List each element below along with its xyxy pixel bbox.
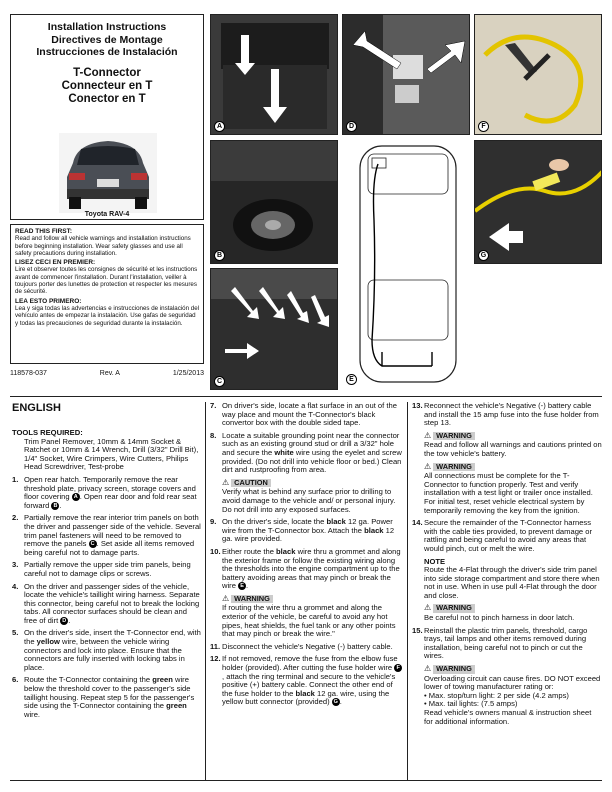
read-first-es-heading: LEA ESTO PRIMERO: [15, 297, 82, 305]
warning-block-3: ⚠ WARNING All connections must be complete for the T-Connector to function properly. Test and verify installation with a test light or trailer once installed. For initial test, reset vehicle electrical system by temporarily removing the key from the ignition. [424, 461, 593, 515]
step-9: 9. On the driver's side, locate the black 12 ga. Power wire from the T-Connector box. Attach the black 12 ga. wire provided. [210, 517, 395, 544]
ref-photo-g: G [333, 699, 338, 706]
step-12: 12. If not removed, remove the fuse from the elbow fuse holder (provided). After cutting the fuse holder wire F, attach the ring terminal and secure to the vehicle's positive (+) battery cable. Connect the other end of the fuse holder to the black 12 ga. wire, using the yellow butt connector (provided) G . [210, 655, 404, 707]
column-divider-2 [407, 402, 408, 780]
photo-f-fuse-holder [474, 14, 602, 135]
read-first-es-text: Lea y siga todas las advertencias e instrucciones de instalación del vehículo antes de empezar la instalación. Use gafas de seguridad y todas las precauciones de seguridad durante la instalación. [15, 304, 200, 327]
ref-photo-e: E [238, 582, 246, 590]
read-first-en-heading: READ THIS FIRST: [15, 228, 73, 235]
warning-triangle-icon: ⚠ [222, 477, 230, 487]
doc-number: 118578-037 [10, 370, 47, 377]
step-2: 2. Partially remove the rear interior trim panels on both the driver and passenger side of the vehicle. Several trim panel fasteners will need to be removed to remove the panels C . Set aside all items removed being careful not to damage parts. [12, 513, 201, 557]
photo-d-taillight-connector [342, 14, 470, 135]
ref-photo-b: B [51, 502, 59, 510]
read-first-fr-heading: LISEZ CECI EN PREMIER: [15, 259, 96, 267]
warning-block-1: ⚠ WARNING If routing the wire thru a grommet and along the exterior of the vehicle, be careful to avoid any hot pipes, heat shields, the fuel tank or any other points that may pinch or break the wire." [222, 593, 396, 639]
section-title: ENGLISH [12, 402, 61, 414]
step-8: 8. Locate a suitable grounding point near the connector such as an existing ground stud or drill a 3/32" hole and secure the white wire using the eyelet and screw provided. (Do not drill into vehicle floor or bed.) Clean dirt and rustproofing from area. [210, 430, 402, 475]
product-es: Conector en T [68, 92, 146, 105]
photo-label-g: G [478, 250, 489, 261]
tools-list: Trim Panel Remover, 10mm & 14mm Socket & Ratchet or 10mm & 14 Wrench, Drill (3/32" Drill Bit), 1/4" Socket, Wire Crimpers, Wire Cutters, Philips Head Screwdriver, Test-probe [24, 436, 199, 472]
title-fr: Directives de Montage [51, 33, 163, 46]
read-first-fr-text: Lire et observer toutes les consignes de sécurité et les instructions avant de commencer l'installation. Durant l'installation, veiller à toujours porter des lunettes de protection et respecter les mesures de sécurité. [15, 266, 198, 296]
caution-text: Verify what is behind any surface prior to drilling to avoid damage to the vehicle and/ or personal injury. Do not drill into any exposed surfaces. [222, 487, 396, 514]
ref-photo-f: F [394, 664, 402, 672]
step-11: 11. Disconnect the vehicle's Negative (-) battery cable. [210, 641, 393, 651]
photo-label-f: F [478, 121, 489, 132]
warning-triangle-icon: ⚠ [424, 430, 432, 440]
title-en: Installation Instructions [47, 21, 167, 33]
step-10: 10. Either route the black wire thru a grommet and along the exterior frame or follow the existing wiring along the thresholds into the engine compartment up to the battery avoiding areas that may pinch or break the wire E . [210, 546, 401, 591]
step-5: 5. On the driver's side, insert the T-Connector end, with the yellow wire, between the vehicle wiring connectors and lock into place. Ensure that the connectors are fully inserted with locking tabs in place. [12, 628, 201, 672]
doc-revision: Rev. A [99, 370, 120, 377]
photo-label-a: A [214, 121, 225, 132]
vehicle-caption: Toyota RAV-4 [84, 211, 130, 218]
read-first-box [10, 224, 204, 364]
step-14: 14. Secure the remainder of the T-Connector harness with the cable ties provided, to prevent damage or rattling and being careful to avoid any areas that would pinch, cut or melt the wire. [412, 518, 593, 553]
step-6: 6. Route the T-Connector containing the green wire below the threshold cover to the passenger's side taillight housing. Repeat step 5 for the passenger's side using the T-Connector containing the green wire. [12, 675, 195, 719]
column-divider-1 [205, 402, 206, 780]
warning-block-5: ⚠ WARNING Overloading circuit can cause fires. DO NOT exceed lower of towing manufacturer rating or: • Max. stop/turn light: 2 per side (4.2 amps) • Max. tail lights: (7.5 amps) Read vehicle's owners manual & instruction sheet for additional information. [424, 664, 601, 726]
photo-label-c: C [214, 376, 225, 387]
warning-block-4: ⚠ WARNING Be careful not to pinch harness in door latch. [424, 603, 575, 623]
ref-photo-d: D [60, 617, 68, 625]
diagram-e-wiring-route [342, 140, 470, 390]
photo-a-cargo-area [210, 14, 338, 135]
step-4: 4. On the driver and passenger sides of the vehicle, locate the vehicle's taillight wiring harness. Separate this connector, being careful not to break the locking tabs. All connector surfaces should be clean and free of dirt D . [12, 581, 200, 625]
fire-warning-icon: ⚠ [424, 664, 432, 674]
photo-g-butt-connector [474, 140, 602, 264]
photo-label-d: D [346, 121, 357, 132]
photo-label-e: E [346, 374, 357, 385]
footer-rule [10, 780, 602, 781]
warning-block-2: ⚠ WARNING Read and follow all warnings and cautions printed on the tow vehicle's battery. [424, 430, 602, 458]
warning-triangle-icon: ⚠ [424, 461, 432, 471]
step-15: 15. Reinstall the plastic trim panels, threshold, cargo trays, tail lamps and other items removed during installation, being careful not to pinch or cut the wires. [412, 625, 588, 661]
ref-photo-c: C [89, 540, 97, 548]
caution-heading: CAUTION [231, 479, 271, 488]
column-2 [210, 402, 404, 711]
vehicle-rear-photo [59, 133, 157, 213]
step-1: 1. Open rear hatch. Temporarily remove the rear threshold plate, privacy screen, storage covers and floor covering A . Open rear door and fold rear seat forward B . [12, 474, 197, 510]
product-en: T-Connector [73, 66, 141, 79]
product-fr: Connecteur en T [61, 79, 153, 92]
document-info [10, 370, 204, 377]
caution-block [210, 479, 404, 514]
read-first-en-text: Read and follow all vehicle warnings and installation instructions before beginning installation. Wear safety glasses and use all safety precautions during installation. [15, 235, 191, 257]
title-block [10, 14, 204, 220]
column-1 [12, 402, 202, 723]
step-3: 3. Partially remove the upper side trim panels, being careful not to damage clips or screws. [12, 560, 191, 578]
step-7: 7. On driver's side, locate a flat surface in an out of the way place and mount the T-Connector's black convertor box with the double sided tape. [210, 401, 397, 428]
column-3 [412, 402, 602, 730]
photo-b-spare-tire [210, 140, 338, 264]
warning-triangle-icon: ⚠ [222, 593, 230, 603]
tools-heading: TOOLS REQUIRED: [12, 428, 83, 437]
photo-c-trim-panel [210, 268, 338, 390]
section-divider [10, 396, 602, 397]
photo-label-b: B [214, 250, 225, 261]
step-13: 13. Reconnect the vehicle's Negative (-) battery cable and install the 15 amp fuse into the fuse holder from step 13. [412, 401, 599, 428]
ref-photo-a: A [72, 493, 80, 501]
note-block: NOTE Route the 4-Flat through the driver's side trim panel into side storage compartment and store there when not in use. When in use pull 4-Flat through the door and close. [424, 556, 600, 600]
warning-triangle-icon: ⚠ [424, 603, 432, 613]
title-es: Instrucciones de Instalación [36, 46, 178, 58]
doc-date: 1/25/2013 [172, 370, 204, 377]
